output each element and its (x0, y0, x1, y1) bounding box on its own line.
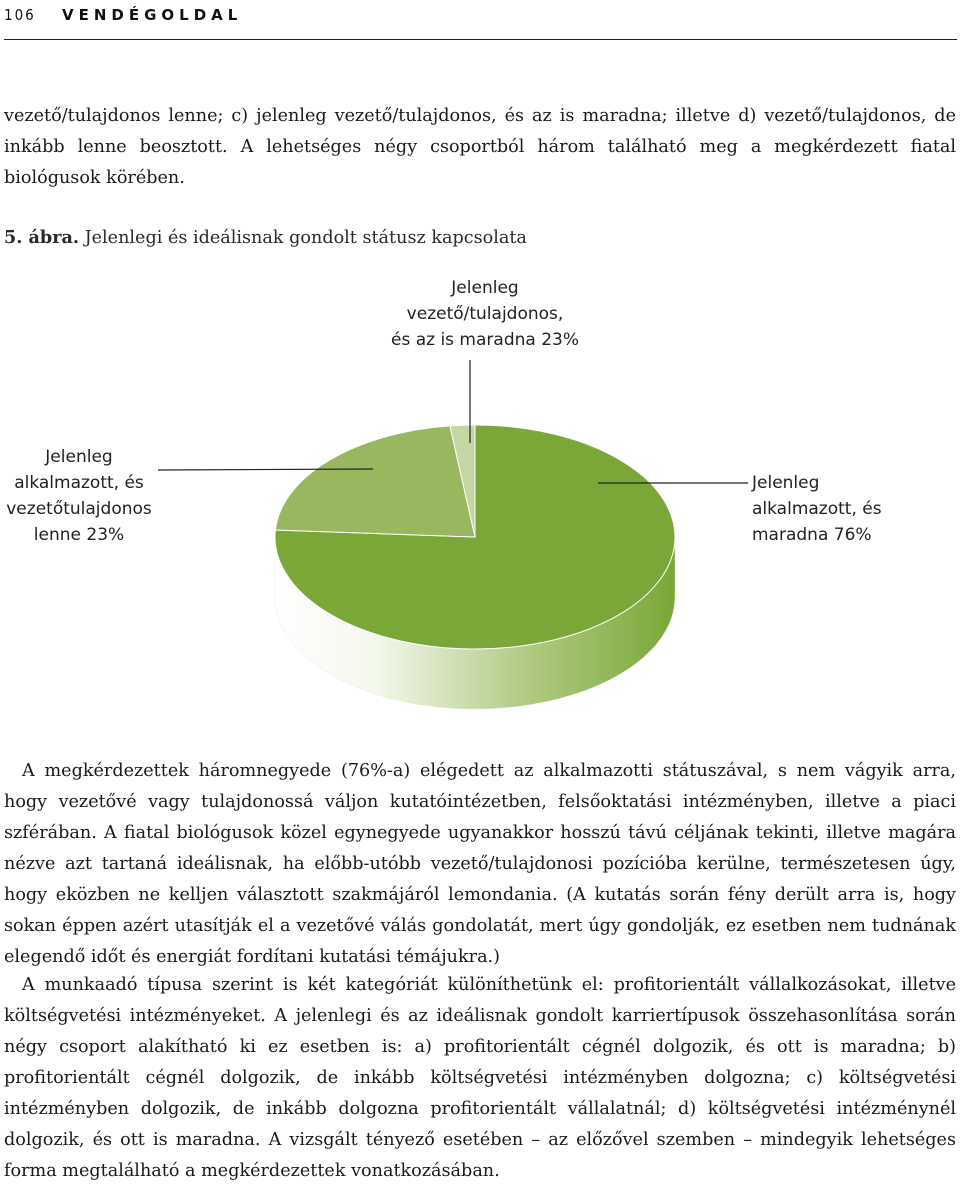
pie-slice (275, 426, 475, 537)
label-vezeto-marad: Jelenleg vezető/tulajdonos, és az is maradna 23% (390, 278, 579, 350)
figure-number: 5. ábra. (4, 227, 79, 248)
label-alkalmazott-marad: Jelenleg alkalmazott, és maradna 76% (752, 473, 882, 545)
page-header (0, 0, 960, 40)
intro-paragraph: vezető/tulajdonos lenne; c) jelenleg vezető/tulajdonos, és az is maradna; illetve d) vezető/tulajdonos, de inkább lenne beosztott. A lehetséges négy csoportból három található meg a megkérdezett fiatal biológusok körében. (4, 106, 956, 188)
body-paragraph-2: A munkaadó típusa szerint is két kategóriát különíthetünk el: profitorientált vállalkozásokat, illetve költségvetési intézményeket. A jelenlegi és az ideálisnak gondolt karriertípusok összehasonlítása során négy csoport alakítható ki ez esetben is: a) profitorientált cégnél dolgozik, és ott is maradna; b) profitorientált cégnél dolgozik, de inkább költségvetési intézményben dolgozna; c) költségvetési intézményben dolgozik, de inkább dolgozna profitorientált vállalatnál; d) költségvetési intézménynél dolgozik, és ott is maradna. A vizsgált tényező esetében – az előzővel szemben – mindegyik lehetséges forma megtalálható a megkérdezettek vonatkozásában. (4, 975, 956, 1181)
section-title: VENDÉGOLDAL (62, 6, 243, 24)
header-rule (4, 39, 957, 40)
page-number: 106 (4, 6, 36, 24)
body-paragraph-1: A megkérdezettek háromnegyede (76%-a) elégedett az alkalmazotti státuszával, s nem vágyik arra, hogy vezetővé vagy tulajdonossá váljon kutatóintézetben, felsőoktatási intézményben, illetve a piaci szférában. A fiatal biológusok közel egynegyede ugyanakkor hosszú távú céljának tekinti, illetve magára nézve azt tartaná ideálisnak, ha előbb-utóbb vezető/tulajdonosi pozícióba kerülne, természetesen úgy, hogy eközben ne kelljen választott szakmájáról lemondania. (A kutatás során fény derült arra is, hogy sokan éppen azért utasítják el a vezetővé válás gondolatát, mert úgy gondolják, ez esetben nem tudnának elegendő időt és energiát fordítani kutatási témájukra.) (4, 761, 956, 967)
figure-caption (4, 227, 527, 248)
pie-chart (0, 260, 960, 730)
figure-title: Jelenlegi és ideálisnak gondolt státusz kapcsolata (84, 228, 527, 248)
label-alkalmazott-vezeto-lenne: Jelenleg alkalmazott, és vezetőtulajdonos lenne 23% (6, 447, 152, 545)
